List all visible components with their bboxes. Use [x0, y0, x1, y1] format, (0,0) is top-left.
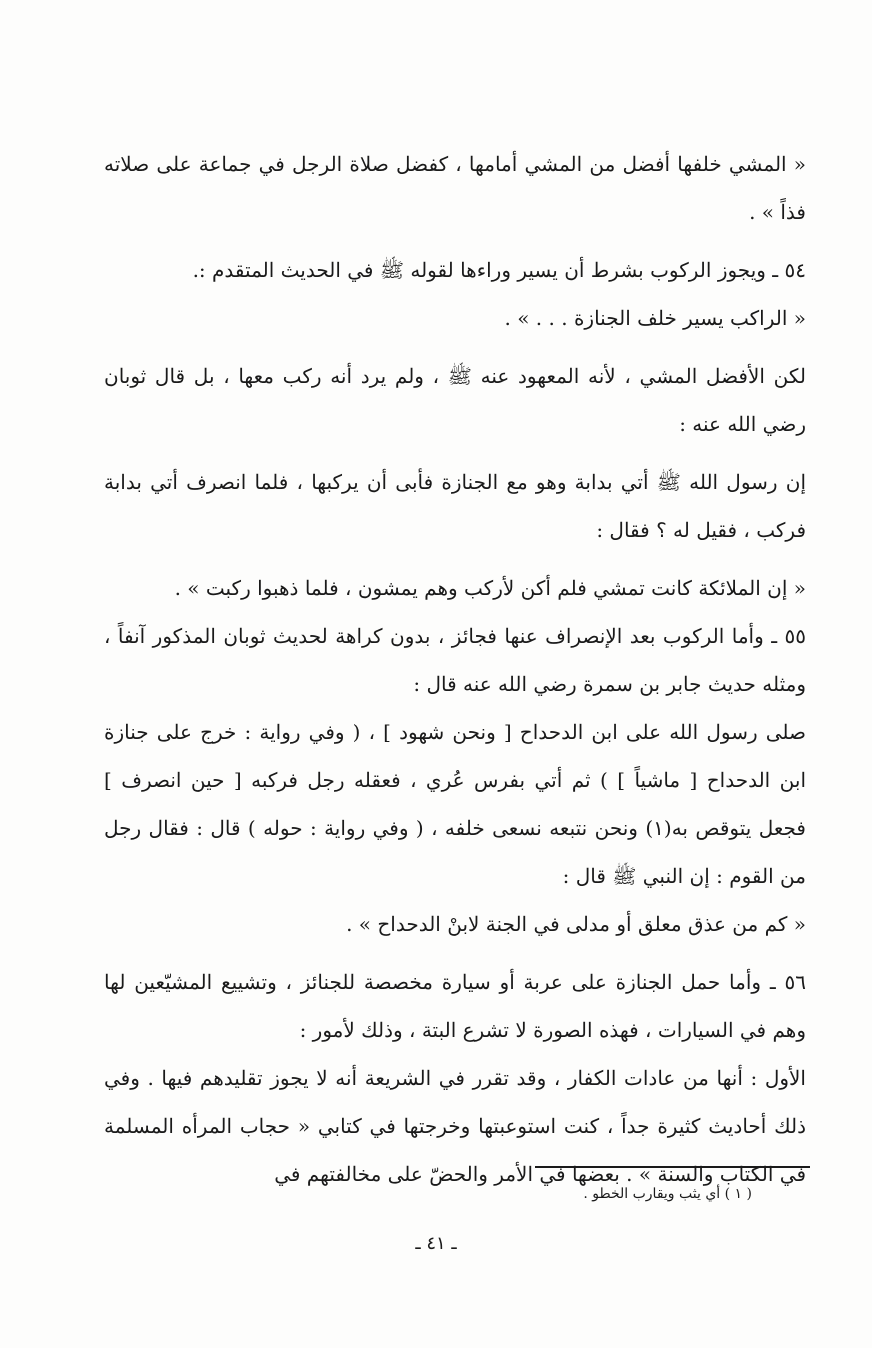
main-text	[104, 140, 806, 1198]
paragraph-2: ٥٤ ـ ويجوز الركوب بشرط أن يسير وراءها لقوله ﷺ في الحديث المتقدم :.	[192, 258, 806, 282]
paragraph-5: إن رسول الله ﷺ أتي بدابة وهو مع الجنازة فأبى أن يركبها ، فلما انصرف أتي بدابة فركب ، فقيل له ؟ فقال :	[104, 470, 806, 542]
footnote: ( ١ ) أي يثب ويقارب الخطو .	[583, 1186, 752, 1202]
paragraph-6: « إن الملائكة كانت تمشي فلم أكن لأركب وهم يمشون ، فلما ذهبوا ركبت » .	[174, 576, 806, 600]
paragraph-9: « كم من عذق معلق أو مدلى في الجنة لابنْ الدحداح » .	[346, 912, 806, 936]
footnote-divider	[535, 1166, 810, 1168]
paragraph-8: صلى رسول الله على ابن الدحداح [ ونحن شهود ] ، ( وفي رواية : خرج على جنازة ابن الدحداح [ ماشياً ] ) ثم أتي بفرس عُري ، فعقله رجل فركبه [ حين انصرف ] فجعل يتوقص به(١) ونحن نتبعه نسعى خلفه ، ( وفي رواية : حوله ) قال : فقال رجل من القوم : إن النبي ﷺ قال :	[104, 720, 806, 888]
paragraph-3: « الراكب يسير خلف الجنازة . . . » .	[504, 306, 806, 330]
page-number: ـ ٤١ ـ	[415, 1233, 457, 1254]
paragraph-7: ٥٥ ـ وأما الركوب بعد الإنصراف عنها فجائز ، بدون كراهة لحديث ثوبان المذكور آنفاً ، ومثله حديث جابر بن سمرة رضي الله عنه قال :	[104, 624, 806, 696]
paragraph-11: الأول : أنها من عادات الكفار ، وقد تقرر في الشريعة أنه لا يجوز تقليدهم فيها . وفي ذلك أحاديث كثيرة جداً ، كنت استوعبتها وخرجتها في كتابي « حجاب المرأه المسلمة في الكتاب والسنة » . بعضها في الأمر والحضّ على مخالفتهم في	[104, 1066, 807, 1186]
paragraph-4: لكن الأفضل المشي ، لأنه المعهود عنه ﷺ ، ولم يرد أنه ركب معها ، بل قال ثوبان رضي الله عنه :	[104, 364, 806, 436]
paragraph-10: ٥٦ ـ وأما حمل الجنازة على عربة أو سيارة مخصصة للجنائز ، وتشييع المشيّعين لها وهم في السيارات ، فهذه الصورة لا تشرع البتة ، وذلك لأمور :	[104, 970, 806, 1042]
paragraph-1: « المشي خلفها أفضل من المشي أمامها ، كفضل صلاة الرجل في جماعة على صلاته فذاً » .	[104, 152, 806, 224]
